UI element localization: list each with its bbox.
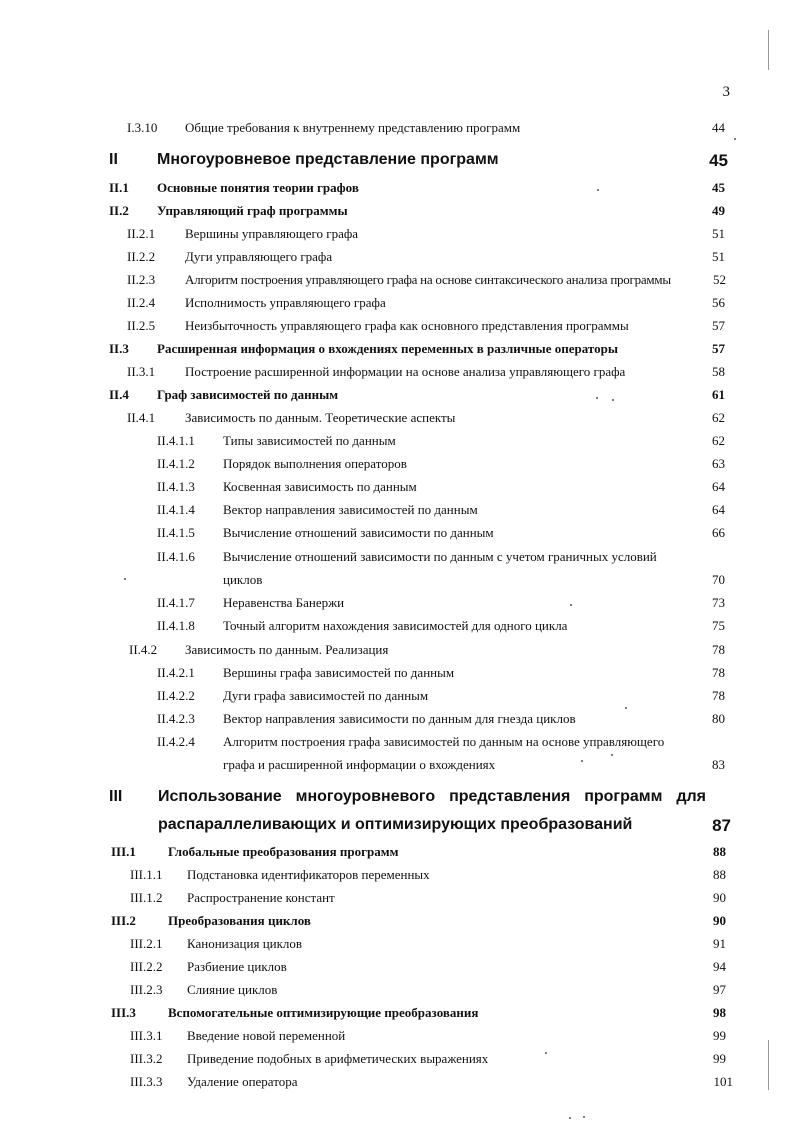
toc-entry-title: Многоуровневое представление программ <box>157 151 499 168</box>
scan-speck <box>583 1116 585 1118</box>
toc-entry[interactable] <box>0 295 793 318</box>
toc-entry[interactable] <box>0 549 793 595</box>
toc-entry-number: III.1 <box>111 844 136 859</box>
toc-entry-title: Исполнимость управляющего графа <box>185 295 386 310</box>
toc-entry-title: Вершины графа зависимостей по данным <box>223 665 455 680</box>
toc-entry-title: Распространение констант <box>187 890 335 905</box>
toc-entry-number: II.4.1.5 <box>157 525 195 540</box>
toc-entry-page: 62 <box>712 410 725 425</box>
toc-section[interactable] <box>0 1005 793 1028</box>
toc-entry[interactable] <box>0 1051 793 1074</box>
toc-entry-title: Граф зависимостей по данным <box>157 387 339 402</box>
toc-entry-number: II.4.2.4 <box>157 734 195 749</box>
toc-section[interactable] <box>0 341 793 364</box>
toc-entry-number: II.4.1.7 <box>157 595 195 610</box>
scan-speck <box>545 1052 547 1054</box>
toc-entry-page: 63 <box>712 456 725 471</box>
toc-entry-page: 58 <box>712 364 725 379</box>
toc-entry-title: Общие требования к внутреннему представлению программ <box>185 120 521 135</box>
toc-entry[interactable] <box>0 318 793 341</box>
toc-entry-title: Управляющий граф программы <box>157 203 348 218</box>
scan-speck <box>124 578 126 580</box>
toc-entry-page: 80 <box>712 711 725 726</box>
toc-entry-page: 88 <box>713 844 726 859</box>
toc-entry-page: 88 <box>713 867 726 882</box>
toc-entry-title: Алгоритм построения графа зависимостей по данным на основе управляющего <box>223 734 665 749</box>
toc-entry-number: II.4 <box>109 387 129 402</box>
toc-entry-page: 70 <box>712 572 725 587</box>
toc-entry-page: 62 <box>712 433 725 448</box>
toc-entry-number: II.3.1 <box>127 364 156 379</box>
toc-entry-number: II.4.2.3 <box>157 711 195 726</box>
toc-entry-title: Построение расширенной информации на основе анализа управляющего графа <box>185 364 626 379</box>
toc-chapter[interactable] <box>0 151 793 174</box>
toc-entry[interactable] <box>0 711 793 734</box>
toc-entry-number: II.2 <box>109 203 129 218</box>
toc-entry-title: Вектор направления зависимостей по данным <box>223 502 478 517</box>
toc-entry-title: Преобразования циклов <box>168 913 311 928</box>
toc-entry[interactable] <box>0 982 793 1005</box>
toc-entry-number: III.3.3 <box>130 1074 163 1089</box>
toc-entry-number: II <box>109 151 118 168</box>
toc-entry-number: III.3.2 <box>130 1051 163 1066</box>
toc-entry-title: Типы зависимостей по данным <box>223 433 396 448</box>
toc-entry-number: II.4.1.8 <box>157 618 195 633</box>
toc-entry-number: II.4.2.1 <box>157 665 195 680</box>
toc-entry-page: 78 <box>712 688 725 703</box>
toc-section[interactable] <box>0 203 793 226</box>
toc-entry[interactable] <box>0 595 793 618</box>
toc-entry[interactable] <box>0 688 793 711</box>
toc-entry-title: Разбиение циклов <box>187 959 287 974</box>
toc-entry-number: III.2 <box>111 913 136 928</box>
toc-entry-title: Зависимость по данным. Реализация <box>185 642 389 657</box>
toc-chapter[interactable] <box>0 788 793 844</box>
toc-entry-number: I.3.10 <box>127 120 158 135</box>
toc-entry-title: Порядок выполнения операторов <box>223 456 407 471</box>
toc-entry-number: II.4.1.6 <box>157 549 195 564</box>
toc-section[interactable] <box>0 844 793 867</box>
toc-entry-number: II.4.1.2 <box>157 456 195 471</box>
toc-entry[interactable] <box>0 959 793 982</box>
toc-entry[interactable] <box>0 433 793 456</box>
scan-speck <box>612 399 614 401</box>
toc-entry-number: II.4.1 <box>127 410 156 425</box>
scan-speck <box>596 397 598 399</box>
toc-entry-title: Канонизация циклов <box>187 936 303 951</box>
toc-entry-page: 51 <box>712 226 725 241</box>
toc-entry-number: III <box>109 788 123 805</box>
toc-entry-page: 64 <box>712 479 725 494</box>
toc-entry[interactable] <box>0 525 793 548</box>
toc-entry[interactable] <box>0 618 793 641</box>
toc-entry-title: Вершины управляющего графа <box>185 226 359 241</box>
toc-entry-page: 91 <box>713 936 726 951</box>
toc-entry-number: III.1.2 <box>130 890 163 905</box>
toc-entry-page: 90 <box>713 913 726 928</box>
toc-entry-title: Вспомогательные оптимизирующие преобразования <box>168 1005 479 1020</box>
toc-entry-page: 45 <box>709 151 728 170</box>
toc-entry-page: 83 <box>712 757 725 772</box>
toc-entry-title: Основные понятия теории графов <box>157 180 359 195</box>
toc-entry[interactable] <box>0 364 793 387</box>
toc-entry-title: Вектор направления зависимости по данным для гнезда циклов <box>223 711 576 726</box>
toc-entry-title: Вычисление отношений зависимости по данным <box>223 525 494 540</box>
toc-entry[interactable] <box>0 867 793 890</box>
toc-entry-title: Глобальные преобразования программ <box>168 844 399 859</box>
toc-entry[interactable] <box>0 642 793 665</box>
toc-entry-number: II.2.3 <box>127 272 156 287</box>
toc-entry-title: Приведение подобных в арифметических выражениях <box>187 1051 489 1066</box>
toc-entry-page: 101 <box>713 1074 733 1089</box>
toc-entry-page: 66 <box>712 525 725 540</box>
toc-entry[interactable] <box>0 665 793 688</box>
toc-entry-page: 52 <box>713 272 726 287</box>
toc-entry-page: 73 <box>712 595 725 610</box>
toc-entry-page: 61 <box>712 387 725 402</box>
toc-entry-title: Вычисление отношений зависимости по данным с учетом граничных условий <box>223 549 657 564</box>
toc-entry-page: 99 <box>713 1028 726 1043</box>
toc-entry-number: II.4.1.3 <box>157 479 195 494</box>
toc-entry-number: III.2.1 <box>130 936 163 951</box>
toc-entry-number: II.4.2 <box>129 642 158 657</box>
toc-entry-title: Введение новой переменной <box>187 1028 346 1043</box>
toc-entry-title: Использование многоуровневого представления программ для <box>158 788 706 805</box>
toc-entry-page: 57 <box>712 318 725 333</box>
toc-entry-page: 51 <box>712 249 725 264</box>
toc-entry-page: 78 <box>712 642 725 657</box>
toc-entry-title: Дуги управляющего графа <box>185 249 333 264</box>
toc-entry[interactable] <box>0 502 793 525</box>
toc-entry[interactable] <box>0 890 793 913</box>
toc-entry-number: II.2.4 <box>127 295 156 310</box>
scan-speck <box>611 754 613 756</box>
toc-entry[interactable] <box>0 1074 793 1097</box>
scan-edge-mark <box>768 1040 769 1090</box>
toc-entry-title: Неизбыточность управляющего графа как основного представления программы <box>185 318 629 333</box>
toc-entry[interactable] <box>0 410 793 433</box>
toc-entry-title-continued: распараллеливающих и оптимизирующих преобразований <box>158 816 633 833</box>
scan-speck <box>581 760 583 762</box>
scan-speck <box>625 707 627 709</box>
toc-entry-number: II.4.1.1 <box>157 433 195 448</box>
scan-speck <box>570 604 572 606</box>
toc-entry-number: III.2.2 <box>130 959 163 974</box>
scan-speck <box>597 189 599 191</box>
toc-entry-title: Удаление оператора <box>187 1074 298 1089</box>
toc-entry-number: III.2.3 <box>130 982 163 997</box>
toc-entry-number: II.4.1.4 <box>157 502 195 517</box>
toc-section[interactable] <box>0 913 793 936</box>
toc-entry[interactable] <box>0 479 793 502</box>
toc-entry[interactable] <box>0 272 793 295</box>
toc-entry-page: 49 <box>712 203 725 218</box>
toc-entry-page: 90 <box>713 890 726 905</box>
toc-entry-number: III.3.1 <box>130 1028 163 1043</box>
toc-entry-number: III.1.1 <box>130 867 163 882</box>
toc-entry[interactable] <box>0 1028 793 1051</box>
scan-speck <box>734 138 736 140</box>
toc-section[interactable] <box>0 180 793 203</box>
toc-entry-page: 64 <box>712 502 725 517</box>
toc-entry-page: 99 <box>713 1051 726 1066</box>
toc-entry[interactable] <box>0 249 793 272</box>
toc-entry-page: 45 <box>712 180 725 195</box>
toc-entry-page: 98 <box>713 1005 726 1020</box>
toc-entry-title: Подстановка идентификаторов переменных <box>187 867 430 882</box>
scan-edge-mark <box>768 30 769 70</box>
toc-entry-page: 97 <box>713 982 726 997</box>
scan-speck <box>569 1117 571 1119</box>
toc-entry-title-continued: циклов <box>223 572 263 587</box>
toc-entry-number: II.4.2.2 <box>157 688 195 703</box>
toc-entry-number: II.1 <box>109 180 129 195</box>
toc-entry-title: Точный алгоритм нахождения зависимостей для одного цикла <box>223 618 568 633</box>
toc-entry-page: 57 <box>712 341 725 356</box>
page-number: 3 <box>722 84 730 100</box>
toc-entry-title: Алгоритм построения управляющего графа на основе синтаксического анализа программы <box>185 272 671 287</box>
toc-entry-number: II.2.1 <box>127 226 156 241</box>
toc-entry-page: 94 <box>713 959 726 974</box>
toc-entry-page: 75 <box>712 618 725 633</box>
toc-entry[interactable] <box>0 226 793 249</box>
toc-entry[interactable] <box>0 734 793 780</box>
toc-entry-title: Косвенная зависимость по данным <box>223 479 417 494</box>
toc-entry-title: Дуги графа зависимостей по данным <box>223 688 429 703</box>
toc-entry[interactable] <box>0 936 793 959</box>
toc-entry[interactable] <box>0 456 793 479</box>
toc-entry[interactable] <box>0 120 793 143</box>
toc-entry-title-continued: графа и расширенной информации о вхождениях <box>223 757 496 772</box>
toc-entry-title: Слияние циклов <box>187 982 278 997</box>
toc-entry-number: II.2.2 <box>127 249 156 264</box>
toc-entry-title: Зависимость по данным. Теоретические аспекты <box>185 410 456 425</box>
toc-entry-number: II.3 <box>109 341 129 356</box>
toc-section[interactable] <box>0 387 793 410</box>
toc-entry-number: III.3 <box>111 1005 136 1020</box>
toc-entry-page: 44 <box>712 120 725 135</box>
toc-entry-number: II.2.5 <box>127 318 156 333</box>
toc-entry-title: Неравенства Банержи <box>223 595 345 610</box>
toc-entry-page: 87 <box>712 816 731 835</box>
toc-entry-page: 78 <box>712 665 725 680</box>
toc-entry-page: 56 <box>712 295 725 310</box>
toc-entry-title: Расширенная информация о вхождениях переменных в различные операторы <box>157 341 618 356</box>
